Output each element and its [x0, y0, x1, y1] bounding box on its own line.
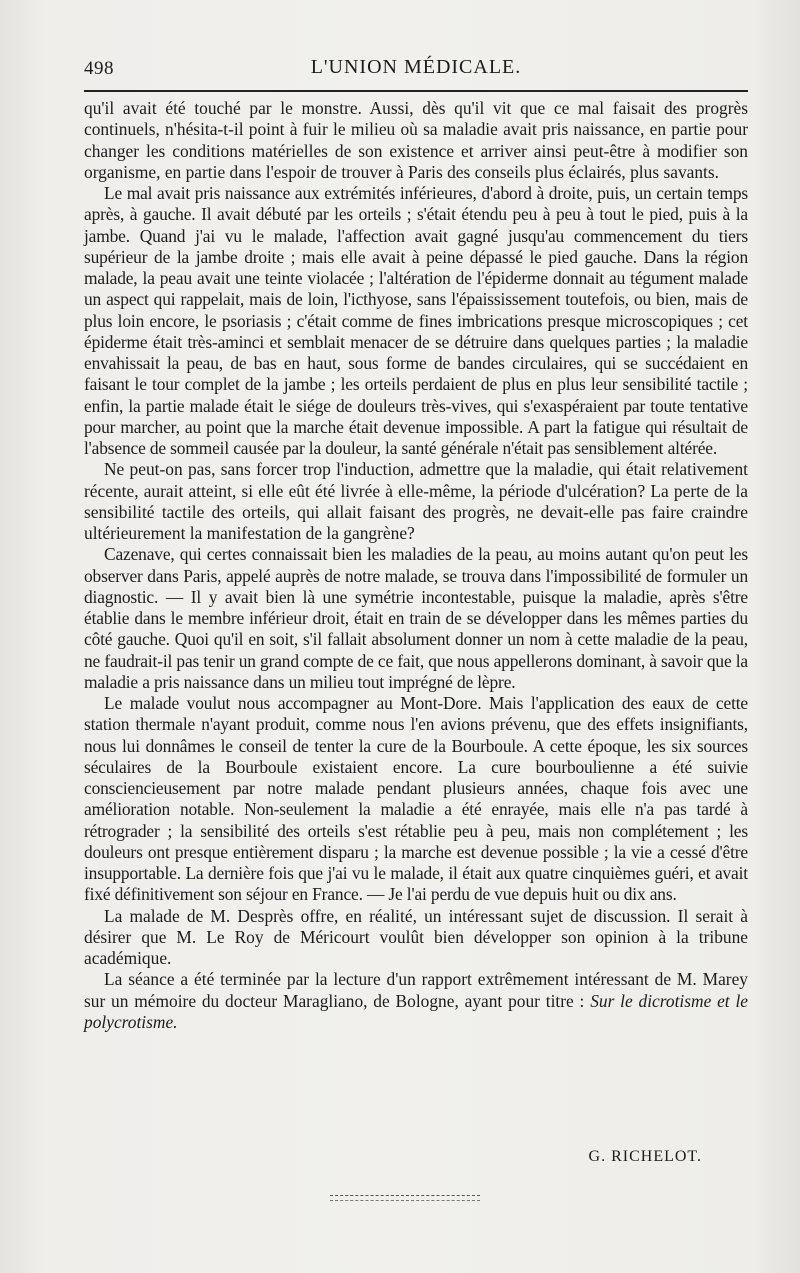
- author-signature: G. RICHELOT.: [588, 1148, 702, 1165]
- paragraph-cazenave: Cazenave, qui certes connaissait bien les maladies de la peau, au moins autant qu'on peut les observer dans Paris, appelé auprès de notre malade, se trouva dans l'impossibilité de formuler un diagnostic. — Il y avait bien là une symétrie incontestable, puisque la maladie, après s'être établie dans le membre inférieur droit, était en train de se développer dans les mêmes parties du côté gauche. Quoi qu'il en soit, s'il fallait absolument donner un nom à cette maladie de la peau, ne faudrait-il pas tenir un grand compte de ce fait, que nous appellerons dominant, à savoir que la maladie a pris naissance dans un milieu tout imprégné de lèpre.: [84, 544, 748, 692]
- memoir-title: Sur le dicrotisme et le polycrotisme.: [84, 990, 748, 1032]
- paragraph-continuation: qu'il avait été touché par le monstre. Aussi, dès qu'il vit que ce mal faisait des progrès continuels, n'hésita-t-il point à fuir le milieu où sa maladie avait pris naissance, en partie pour changer les conditions matérielles de son existence et arriver ainsi peut-être à modifier son organisme, en partie dans l'espoir de trouver à Paris des conseils plus éclairés, plus savants.: [84, 98, 748, 182]
- header-rule: [84, 90, 748, 92]
- running-title: L'UNION MÉDICALE.: [310, 56, 522, 78]
- article-body: [84, 98, 748, 1033]
- page-header: [84, 52, 748, 82]
- paragraph-symptoms: Le mal avait pris naissance aux extrémités inférieures, d'abord à droite, puis, un certain temps après, à gauche. Il avait débuté par les orteils ; s'était étendu peu à peu à tout le pied, puis à la jambe. Quand j'ai vu le malade, l'affection avait gagné jusqu'au commencement du tiers supérieur de la jambe droite ; mais elle avait à peine dépassé le pied gauche. Dans la région malade, la peau avait une teinte violacée ; l'altération de l'épiderme donnait au tégument malade un aspect qui rappelait, mais de loin, l'icthyose, sans l'épaississement toutefois, ou bien, mais de plus loin encore, le psoriasis ; c'était comme de fines imbrications presque microscopiques ; cet épiderme était très-aminci et semblait menacer de se détruire dans quelques parties ; la maladie envahissait la peau, de bas en haut, sous forme de bandes circulaires, qui se succédaient en faisant le tour complet de la jambe ; les orteils perdaient de plus en plus leur sensibilité tactile ; enfin, la partie malade était le siége de douleurs très-vives, qui s'exaspéraient par toute tentative pour marcher, au point que la marche était devenue impossible. A part la fatigue qui résultait de l'absence de sommeil causée par la douleur, la santé générale n'était pas sensiblement altérée.: [84, 183, 748, 458]
- paragraph-induction: Ne peut-on pas, sans forcer trop l'induction, admettre que la maladie, qui était relativement récente, aurait atteint, si elle eût été livrée à elle-même, la période d'ulcération? La perte de la sensibilité tactile des orteils, qui allait faisant des progrès, ne devait-elle pas faire craindre ultérieurement la manifestation de la gangrène?: [84, 459, 748, 543]
- paragraph-closing: [84, 969, 748, 1033]
- end-ornament: [330, 1195, 480, 1201]
- closing-text: La séance a été terminée par la lecture d'un rapport extrêmement intéressant de M. Marey sur un mémoire du docteur Maragliano, de Bologne, ayant pour titre :: [84, 969, 748, 1011]
- paragraph-discussion: La malade de M. Desprès offre, en réalité, un intéressant sujet de discussion. Il serait à désirer que M. Le Roy de Méricourt voulût bien développer son opinion à la tribune académique.: [84, 905, 748, 968]
- page-number: 498: [84, 58, 114, 79]
- paragraph-treatment: Le malade voulut nous accompagner au Mont-Dore. Mais l'application des eaux de cette station thermale n'ayant produit, comme nous l'en avions prévenu, que des effets insignifiants, nous lui donnâmes le conseil de tenter la cure de la Bourboule. A cette époque, les six sources séculaires de la Bourboule existaient encore. La cure bourboulienne a été suivie consciencieusement par notre malade pendant plusieurs années, chaque fois avec une amélioration notable. Non-seulement la maladie a été enrayée, mais elle n'a pas tardé à rétrograder ; la sensibilité des orteils s'est rétablie peu à peu, mais non complétement ; les douleurs ont presque entièrement disparu ; la marche est devenue possible ; la vie a cessé d'être insupportable. La dernière fois que j'ai vu le malade, il était aux quatre cinquièmes guéri, et avait fixé définitivement son séjour en France. — Je l'ai perdu de vue depuis huit ou dix ans.: [84, 693, 748, 905]
